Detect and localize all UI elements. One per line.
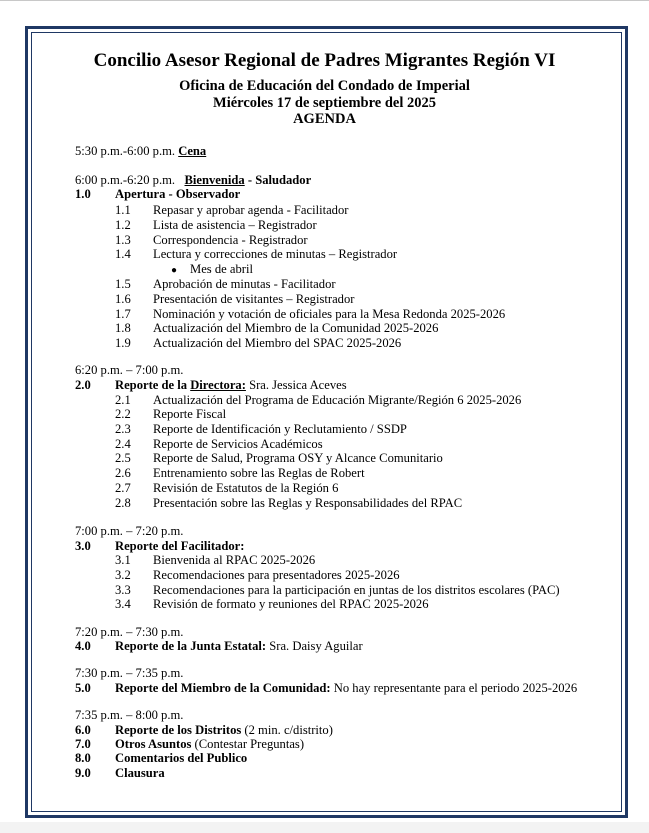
section2-item-text: Reporte de Servicios Académicos [153,437,323,451]
list-item [75,751,248,766]
section3-item-text: Recomendaciones para presentadores 2025-2026 [153,568,400,582]
list-item [115,422,407,437]
list-item [115,437,323,452]
section3-time: 7:00 p.m. – 7:20 p.m. [75,524,184,538]
section1-item-text: Aprobación de minutas - Facilitador [153,277,336,291]
welcome-label: Bienvenida [184,173,245,187]
section2-num: 2.0 [75,378,91,392]
list-item [75,766,165,781]
agenda-heading: AGENDA [293,111,356,127]
list-item [75,737,305,752]
list-item [75,723,333,738]
section3-item-number: 3.4 [115,597,131,611]
list-item [115,321,439,336]
list-item [115,277,336,292]
section4-heading-row [75,639,363,654]
closing-item-text [115,751,247,766]
section1-item-text: Nominación y votación de oficiales para la Mesa Redonda 2025-2026 [153,307,506,321]
section3-item-number: 3.2 [115,568,131,582]
section2-item-number: 2.7 [115,481,131,495]
section4-heading [115,639,363,654]
closing-item-note: (2 min. c/distrito) [241,723,333,737]
section2-heading-rest: Sra. Jessica Aceves [245,378,347,392]
dinner-time: 5:30 p.m.-6:00 p.m. [75,144,176,158]
section1-item-number: 1.9 [115,336,131,350]
closing-item-text [115,766,165,781]
section2-item-text: Reporte de Salud, Programa OSY y Alcance Comunitario [153,451,443,465]
bullet-text: Mes de abril [190,262,253,276]
section3-heading-row [75,539,245,554]
closing-item-number: 6.0 [75,723,91,737]
welcome-suffix: - Saludador [244,173,312,187]
list-item [115,568,400,583]
section4-heading-bold: Reporte de la Junta Estatal: [115,639,267,653]
list-item [115,553,316,568]
bullet-icon: ● [171,265,178,276]
section1-time-line [75,173,311,188]
section1-item-number: 1.2 [115,218,131,232]
section2-item-number: 2.2 [115,407,131,421]
section2-item-text: Reporte de Identificación y Reclutamiento / SSDP [153,422,407,436]
list-item [115,292,355,307]
list-item [115,583,560,598]
section1-item-number: 1.5 [115,277,131,291]
list-item [115,407,227,422]
list-item [115,496,463,511]
list-item [115,597,429,612]
section3-item-number: 3.3 [115,583,131,597]
section5-num: 5.0 [75,681,91,695]
section5-heading [115,681,577,696]
closing-item-heading: Reporte de los Distritos [115,723,242,737]
section1-item-text: Presentación de visitantes – Registrador [153,292,355,306]
list-item [115,466,365,481]
section2-heading-row [75,378,347,393]
section2-time: 6:20 p.m. – 7:00 p.m. [75,363,184,377]
section2-item-number: 2.8 [115,496,131,510]
section4-heading-rest: Sra. Daisy Aguilar [266,639,363,653]
section1-item-text: Lista de asistencia – Registrador [153,218,317,232]
section1-item-number: 1.7 [115,307,131,321]
dinner-label: Cena [178,144,207,158]
section1-time: 6:00 p.m.-6:20 p.m. [75,173,176,187]
closing-item-heading: Otros Asuntos [115,737,192,751]
closing-item-text [115,737,304,752]
closing-item-number: 7.0 [75,737,91,751]
list-item [115,218,317,233]
closing-item-heading: Comentarios del Publico [115,751,248,765]
section2-item-text: Actualización del Programa de Educación Migrante/Región 6 2025-2026 [153,393,522,407]
list-item [115,233,308,248]
section3-heading: Reporte del Facilitador: [115,539,245,553]
section2-heading-underlined: Directora: [190,378,246,392]
section3-item-text: Revisión de formato y reuniones del RPAC 2025-2026 [153,597,429,611]
section2-item-text: Entrenamiento sobre las Reglas de Robert [153,466,365,480]
section2-item-number: 2.4 [115,437,131,451]
list-item [115,307,506,322]
section6-time: 7:35 p.m. – 8:00 p.m. [75,708,184,722]
section1-item-text: Lectura y correcciones de minutas – Registrador [153,247,398,261]
list-item [115,393,522,408]
dinner-line [75,144,206,159]
list-item [115,481,339,496]
section5-heading-bold: Reporte del Miembro de la Comunidad: [115,681,331,695]
section3-num: 3.0 [75,539,91,553]
section2-item-text: Reporte Fiscal [153,407,227,421]
closing-item-note: (Contestar Preguntas) [191,737,305,751]
office-name: Oficina de Educación del Condado de Imperial [179,78,470,94]
section1-heading-row [75,187,241,202]
section4-num: 4.0 [75,639,91,653]
list-item [115,451,443,466]
section1-item-number: 1.1 [115,203,131,217]
section1-item-number: 1.8 [115,321,131,335]
section1-item-text: Repasar y aprobar agenda - Facilitador [153,203,349,217]
top-divider [0,0,649,1]
section5-heading-row [75,681,578,696]
section1-heading: Apertura - Observador [115,187,241,201]
section1-item-text: Actualización del Miembro de la Comunidad 2025-2026 [153,321,439,335]
section1-item-number: 1.4 [115,247,131,261]
section2-item-number: 2.1 [115,393,131,407]
section1-item-text: Actualización del Miembro del SPAC 2025-2026 [153,336,402,350]
section2-item-number: 2.6 [115,466,131,480]
list-item [115,247,398,262]
section3-item-text: Bienvenida al RPAC 2025-2026 [153,553,316,567]
section3-item-text: Recomendaciones para la participación en juntas de los distritos escolares (PAC) [153,583,560,597]
section4-time: 7:20 p.m. – 7:30 p.m. [75,625,184,639]
section2-heading-a: Reporte de la [115,378,191,392]
meeting-date: Miércoles 17 de septiembre del 2025 [213,95,436,111]
section2-item-number: 2.3 [115,422,131,436]
section1-item-number: 1.6 [115,292,131,306]
section5-time: 7:30 p.m. – 7:35 p.m. [75,666,184,680]
closing-item-text [115,723,333,738]
section2-item-text: Revisión de Estatutos de la Región 6 [153,481,339,495]
section2-item-text: Presentación sobre las Reglas y Responsabilidades del RPAC [153,496,463,510]
list-item [115,203,349,218]
section1-item-number: 1.3 [115,233,131,247]
page-title: Concilio Asesor Regional de Padres Migrantes Región VI [93,50,556,71]
section2-item-number: 2.5 [115,451,131,465]
closing-item-number: 8.0 [75,751,91,765]
list-item [115,336,402,351]
section3-item-number: 3.1 [115,553,131,567]
section2-heading [115,378,347,393]
closing-item-heading: Clausura [115,766,165,780]
section5-heading-rest: No hay representante para el periodo 2025-2026 [330,681,578,695]
section1-num: 1.0 [75,187,91,201]
closing-item-number: 9.0 [75,766,91,780]
section1-item-text: Correspondencia - Registrador [153,233,308,247]
